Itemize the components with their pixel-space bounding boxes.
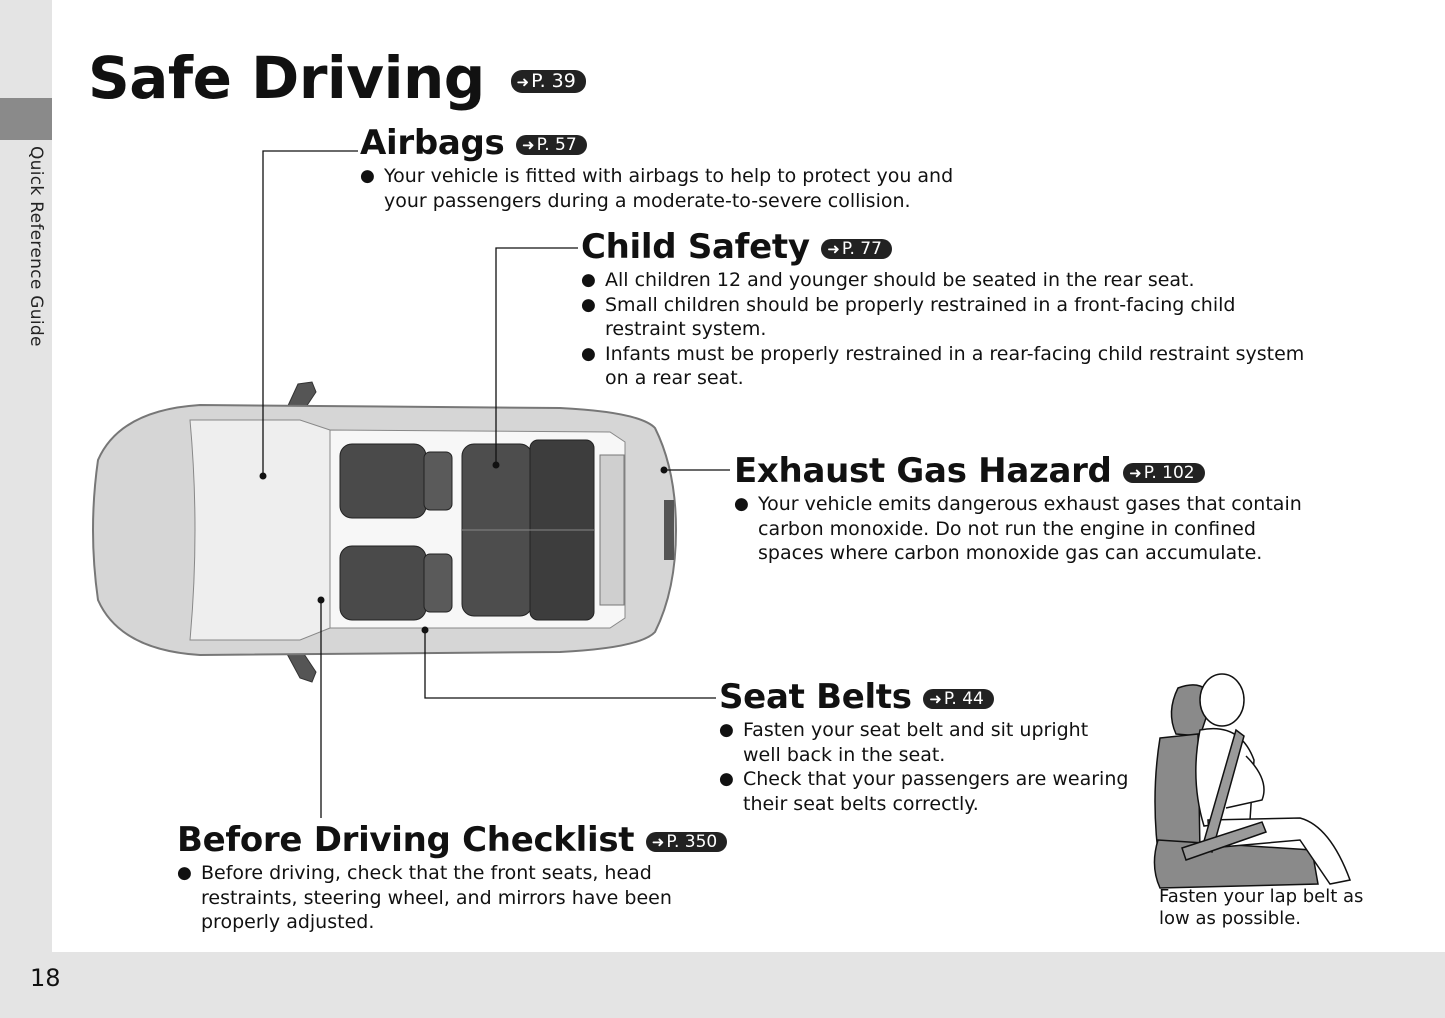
list-item: ● Infants must be properly restrained in a rear-facing child restraint system on a rear seat. bbox=[581, 342, 1305, 389]
list-item: ● Your vehicle is fitted with airbags to help to protect you and your passengers during a moderate-to-severe collision. bbox=[360, 165, 954, 212]
bullet-icon: ● bbox=[177, 863, 192, 883]
bullet-icon: ● bbox=[360, 166, 375, 186]
list-item: ● Small children should be properly restrained in a front-facing child restraint system. bbox=[581, 293, 1236, 340]
list-item: ● Fasten your seat belt and sit upright well back in the seat. bbox=[719, 719, 1089, 766]
bullet-icon: ● bbox=[581, 343, 596, 364]
section-heading: Airbags ➜ P. 57 bbox=[360, 122, 960, 164]
bullet-icon: ● bbox=[719, 720, 734, 740]
page-reference-link[interactable]: ➜ P. 350 bbox=[646, 832, 727, 852]
bullet-icon: ● bbox=[719, 769, 734, 789]
arrow-right-icon: ➜ bbox=[651, 832, 665, 851]
bullet-icon: ● bbox=[734, 494, 749, 514]
arrow-right-icon: ➜ bbox=[827, 239, 840, 258]
section-heading: Before Driving Checklist ➜ P. 350 bbox=[177, 819, 737, 861]
arrow-right-icon: ➜ bbox=[516, 73, 530, 92]
page-title-text: Safe Driving bbox=[88, 44, 485, 112]
bullet-icon: ● bbox=[581, 270, 596, 290]
arrow-right-icon: ➜ bbox=[1129, 463, 1142, 482]
page-reference-link[interactable]: ➜ P. 77 bbox=[821, 239, 892, 259]
figure-caption: Fasten your lap belt as low as possible. bbox=[1159, 886, 1364, 929]
list-item: ● All children 12 and younger should be seated in the rear seat. bbox=[581, 269, 1195, 291]
page-reference-link[interactable]: ➜ P. 57 bbox=[516, 135, 587, 155]
section-heading: Child Safety ➜ P. 77 bbox=[581, 226, 1321, 268]
page-reference-link[interactable]: ➜ P. 102 bbox=[1123, 463, 1204, 483]
bullet-icon: ● bbox=[581, 294, 596, 315]
list-item: ● Check that your passengers are wearing their seat belts correctly. bbox=[719, 768, 1129, 815]
list-item: ● Your vehicle emits dangerous exhaust gases that contain carbon monoxide. Do not run the engine in confined spaces where carbon monoxide gas can accumulate. bbox=[734, 493, 1302, 564]
page-reference-link[interactable]: ➜ P. 44 bbox=[923, 689, 994, 709]
page-number: 18 bbox=[30, 964, 61, 992]
page-reference-link[interactable]: ➜ P. 39 bbox=[511, 70, 586, 93]
sidebar-section-label: Quick Reference Guide bbox=[26, 146, 46, 347]
section-heading: Exhaust Gas Hazard ➜ P. 102 bbox=[734, 450, 1314, 492]
section-heading: Seat Belts ➜ P. 44 bbox=[719, 676, 1129, 718]
arrow-right-icon: ➜ bbox=[522, 135, 535, 154]
arrow-right-icon: ➜ bbox=[929, 689, 942, 708]
list-item: ● Before driving, check that the front seats, head restraints, steering wheel, and mirrors have been properly adjusted. bbox=[177, 862, 672, 933]
